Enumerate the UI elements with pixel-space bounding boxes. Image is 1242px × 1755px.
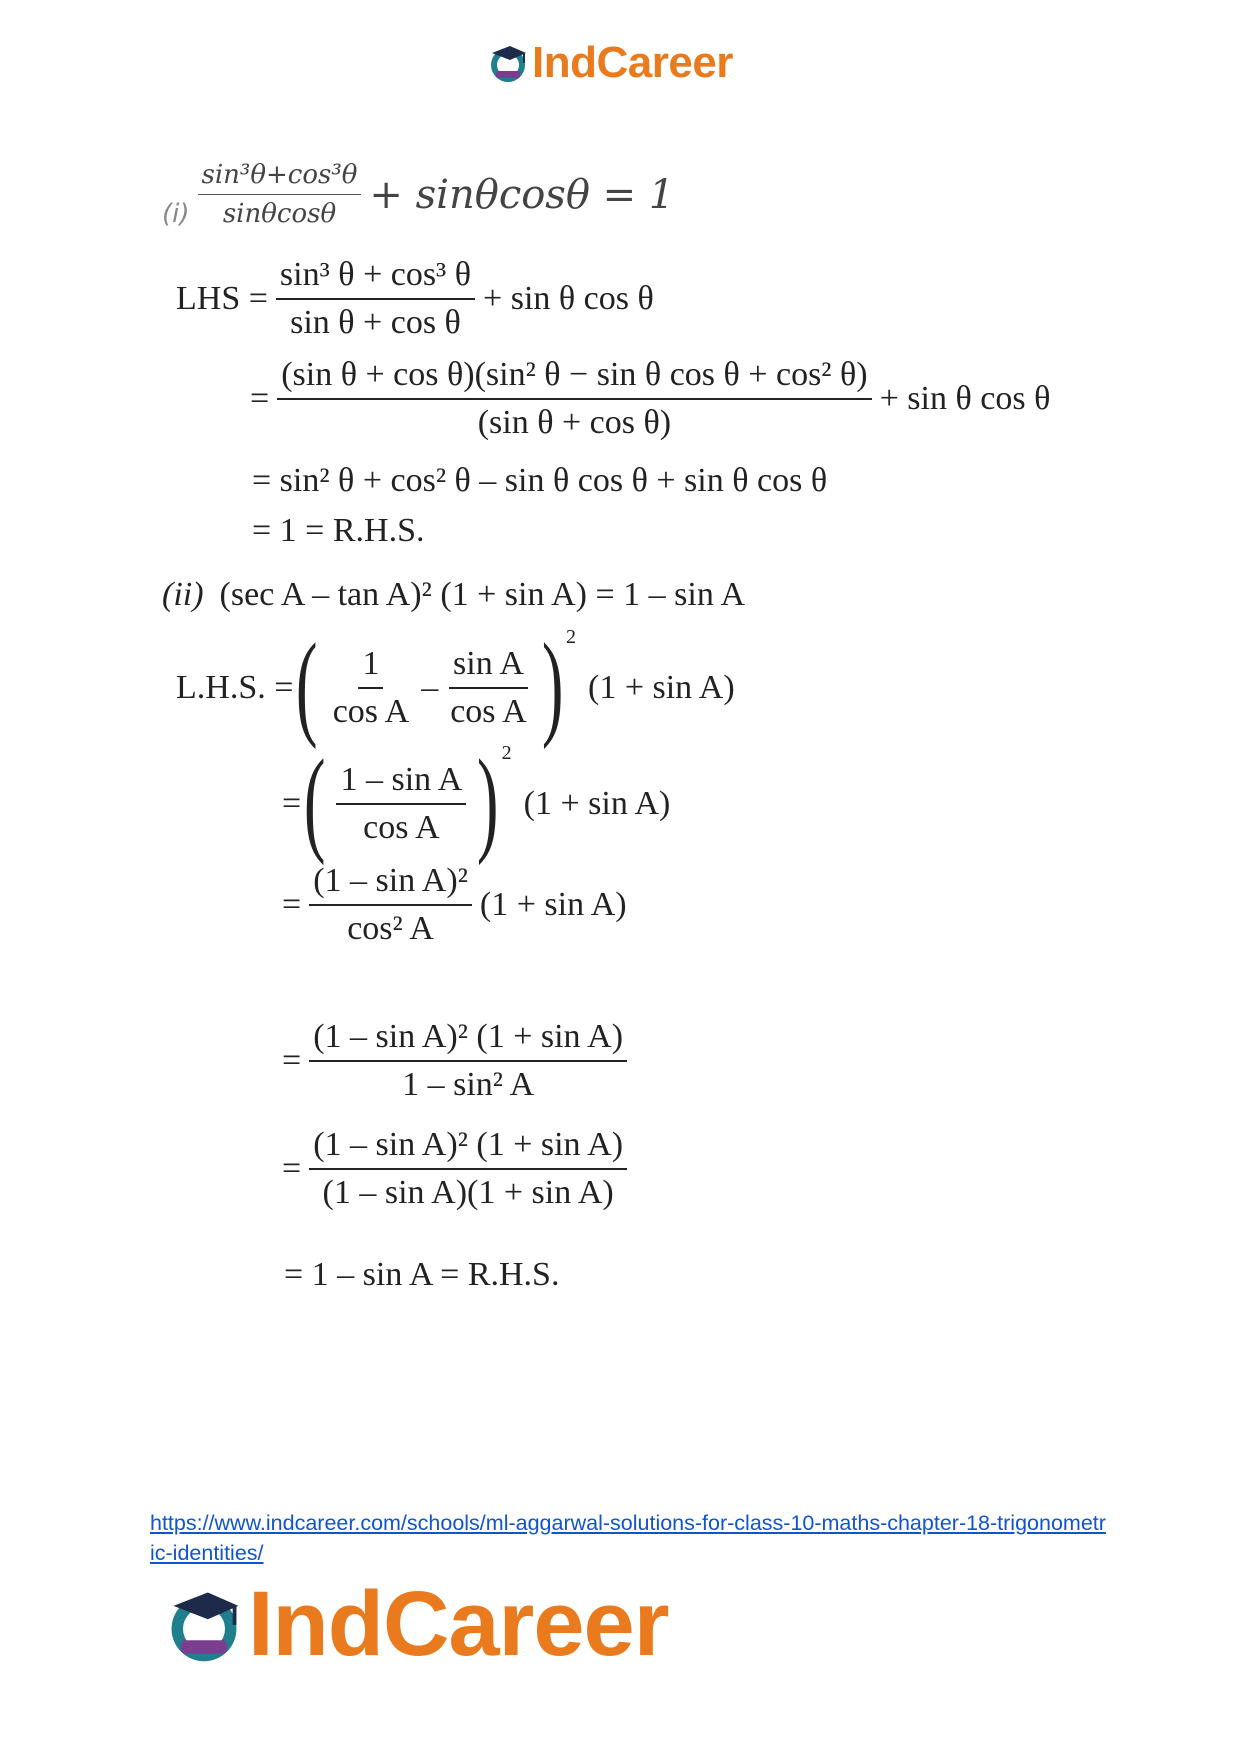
right-paren: ) (477, 735, 499, 866)
graduation-cap-book-icon (486, 41, 530, 85)
fraction-numerator: (1 – sin A)² (1 + sin A) (309, 1018, 627, 1062)
part-ii-step-6: = 1 – sin A = R.H.S. (284, 1256, 560, 1293)
step-fraction (309, 1126, 627, 1212)
step-rest: + sin θ cos θ (879, 380, 1051, 417)
graduation-cap-book-icon (162, 1583, 246, 1667)
left-paren: ( (296, 619, 318, 750)
fraction-denominator: cos A (363, 809, 440, 846)
part-ii-step-2 (282, 735, 671, 866)
fraction-numerator: (1 – sin A)² (309, 862, 472, 906)
part-ii-question (162, 576, 745, 614)
indcareer-logo-bottom (162, 1572, 669, 1677)
part-ii-step-5 (282, 1126, 635, 1212)
equals-sign: = (282, 1150, 302, 1187)
step-rest: (1 + sin A) (588, 669, 735, 706)
question-text: (sec A – tan A)² (1 + sin A) = 1 – sin A (219, 576, 746, 613)
question-fraction (198, 160, 362, 229)
part-ii-step-4 (282, 1018, 635, 1104)
fraction-numerator: 1 (358, 645, 383, 689)
lhs-label: L.H.S. = (176, 669, 294, 706)
fraction-denominator: sinθcosθ (222, 199, 337, 229)
equals-sign: = (282, 1042, 302, 1079)
part-i-step-2 (250, 356, 1050, 442)
fraction-denominator: cos² A (347, 910, 434, 947)
equals-sign: = (282, 886, 302, 923)
logo-wordmark: IndCareer (532, 38, 733, 87)
step-rest: (1 + sin A) (479, 886, 627, 923)
step-rest: + sin θ cos θ (483, 280, 654, 317)
part-i-step-3: = sin² θ + cos² θ – sin θ cos θ + sin θ cos θ (252, 462, 828, 499)
fraction-denominator: sin θ + cos θ (290, 304, 461, 341)
part-ii-label: (ii) (162, 576, 204, 613)
step-fraction (277, 356, 871, 442)
logo-wordmark: IndCareer (248, 1573, 669, 1675)
equals-sign: = (282, 785, 302, 822)
fraction-numerator: sin³θ+cos³θ (198, 160, 362, 195)
step-fraction (276, 256, 475, 342)
minus-sign: – (421, 669, 439, 706)
step-fraction (446, 645, 531, 731)
indcareer-logo-top (486, 38, 733, 88)
left-paren: ( (304, 735, 326, 866)
step-fraction (309, 862, 472, 948)
step-rest: (1 + sin A) (523, 785, 671, 822)
fraction-numerator: (sin θ + cos θ)(sin² θ − sin θ cos θ + cos² θ) (277, 356, 871, 400)
right-paren: ) (541, 619, 564, 750)
part-i-question (162, 160, 674, 229)
part-i-label: (i) (162, 198, 190, 229)
equals-sign: = (250, 380, 270, 417)
part-ii-step-3 (282, 862, 627, 948)
square-exponent: 2 (566, 626, 576, 648)
part-i-step-4: = 1 = R.H.S. (252, 512, 425, 549)
fraction-numerator: (1 – sin A)² (1 + sin A) (309, 1126, 627, 1170)
fraction-denominator: (1 – sin A)(1 + sin A) (322, 1174, 614, 1211)
fraction-denominator: cos A (450, 693, 527, 730)
step-fraction (336, 761, 466, 847)
fraction-denominator: 1 – sin² A (402, 1066, 535, 1103)
lhs-label: LHS = (176, 280, 268, 317)
fraction-denominator: (sin θ + cos θ) (477, 404, 672, 441)
fraction-numerator: sin³ θ + cos³ θ (276, 256, 475, 300)
fraction-numerator: 1 – sin A (336, 761, 466, 805)
step-fraction (309, 1018, 627, 1104)
fraction-denominator: cos A (332, 693, 410, 730)
question-rest: + sinθcosθ = 1 (369, 171, 675, 218)
source-url-link[interactable]: https://www.indcareer.com/schools/ml-aggarwal-solutions-for-class-10-maths-chapter-18-trigonometric-identities/ (150, 1511, 1106, 1565)
fraction-numerator: sin A (449, 645, 528, 689)
square-exponent: 2 (501, 742, 512, 764)
part-i-step-1 (176, 256, 654, 342)
step-fraction (329, 645, 414, 731)
part-ii-step-1 (176, 619, 735, 750)
